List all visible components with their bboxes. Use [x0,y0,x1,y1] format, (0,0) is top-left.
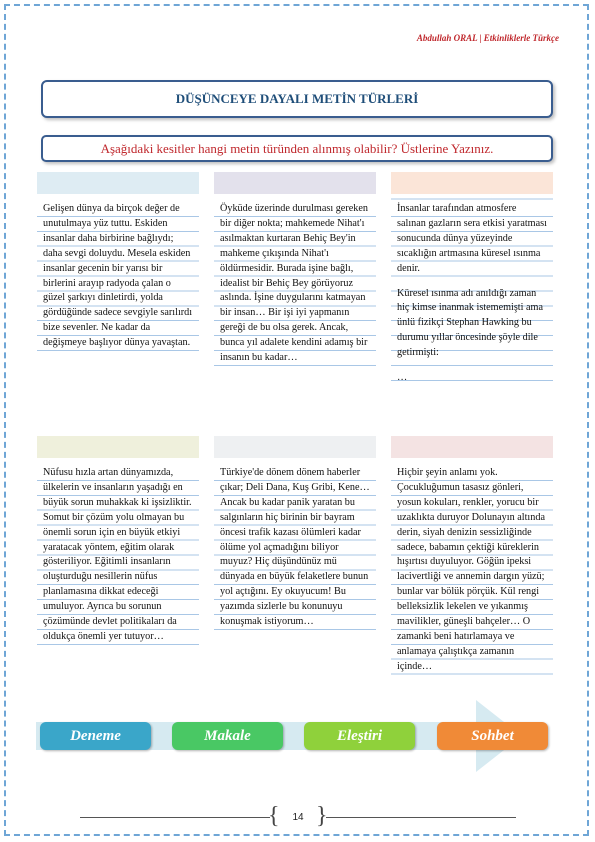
excerpt-text-3: İnsanlar tarafından atmosfere salınan gazların sera etkisi yaratması sonucunda dünya yüzeyinde sıcaklığın artmasına küresel ısınma denir. Küresel ısınma adı anıldığı zaman hiç kimse inanmak istememişti ama ünlü fizikçi Stephan Hawking bu durumu yıllar öncesinde şöyle dile getirmişti: … [391,194,553,390]
footer-line-left [80,817,270,818]
excerpt-text-5: Türkiye'de dönem dönem haberler çıkar; Deli Dana, Kuş Gribi, Kene… Ancak bu kadar panik yaratan bu salgınların hiç birinin bir bayram öncesi trafik kazası ölümleri kadar ölüme yol açmadığını biliyor muyuz? Hiç düşündünüz mü dünyada en büyük felaketlere bunun yol açtığını. Ey okuyucum! Bu yazımda sizlerle bu konunuyu konuşmak istiyorum… [214,458,376,634]
excerpt-text-6: Hiçbir şeyin anlamı yok. Çocukluğumun tasasız gönleri, yosun kokuları, renkler, yorucu bir uzaklıkta duruyor Dolunayın altında derin, siyah denizin sessizliğinde sadece, babamın çektiği küreklerin hışırtısı duyuluyor. Göğün ipeksi lacivertliği ve annemin dargın yüzü; bunlar var bölük pörçük. Kül rengi belleksizlik lekelen ve yıkanmış mavilikler, güneşli bahçeler… O zamanki beni hatırlamaya ve anlamaya çalıştıkça zamanın içinde… [391,458,553,679]
type-option-elestiri[interactable]: Eleştiri [304,722,415,750]
answer-slot-1[interactable] [37,172,199,194]
page-number: 14 [292,811,304,823]
excerpt-card-3 [391,172,553,390]
footer-line-right [326,817,516,818]
page-title: DÜŞÜNCEYE DAYALI METİN TÜRLERİ [175,91,419,106]
type-option-sohbet[interactable]: Sohbet [437,722,548,750]
excerpt-card-5 [214,436,376,634]
answer-slot-3[interactable] [391,172,553,194]
answer-slot-2[interactable] [214,172,376,194]
instruction-box [41,135,553,162]
answer-slot-6[interactable] [391,436,553,458]
excerpt-text-2: Öyküde üzerinde durulması gereken bir diğer nokta; mahkemede Nihat'ı asılmaktan kurtaran Behiç Bey'in mahkeme çıkışında Nihat'ı öldürmesidir. Burada işine bağlı, idealist bir Behiç Bey görüyoruz aslında. İşine duygularını katmayan bir insan… Bir işi iyi yapmanın gereği de bu olsa gerek. Ancak, bunca yıl adalete kendini adamış bir insanın bu kadar… [214,194,376,370]
answer-slot-4[interactable] [37,436,199,458]
instruction-text: Aşağıdaki kesitler hangi metin türünden alınmış olabilir? Üstlerine Yazınız. [100,140,494,156]
excerpt-text-4: Nüfusu hızla artan dünyamızda, ülkelerin ve insanların yaşadığı en büyük sorun muhakkak ki işsizliktir. Somut bir çözüm yolu olmayan bu önemli sorun için en büyük etkiyi yaratacak yöntem, eğitim olarak gösteriliyor. Eğitimli insanların oluşturduğu nesillerin nüfus planlamasına dikkat edeceği umuluyor. Ayrıca bu sorunun çözümünde devlet politikaları da oldukça önemli yer tutuyor… [37,458,199,649]
excerpt-text-1: Gelişen dünya da birçok değer de unutulmaya yüz tuttu. Eskiden insanlar daha birbirine bağlıydı; daha sevgi doluydu. Mesela eskiden insanlar gecenin bir yarısı bir birlerini arayıp radyoda çalan o güzel şarkıyı dinletirdi, yolda gördüğünde sadece sevgiyle sarılırdı bize sevenler. Ne kadar da değişmeye başlıyor dünya yavaştan. [37,194,199,355]
excerpt-card-4 [37,436,199,649]
excerpt-card-2 [214,172,376,370]
excerpt-card-6 [391,436,553,679]
type-option-makale[interactable]: Makale [172,722,283,750]
type-option-deneme[interactable]: Deneme [40,722,151,750]
answer-slot-5[interactable] [214,436,376,458]
header-author: Abdullah ORAL | Etkinliklerle Türkçe [416,33,559,43]
footer-brace-right: } [316,803,328,829]
title-box [41,80,553,118]
excerpt-card-1 [37,172,199,355]
footer-brace-left: { [268,803,280,829]
